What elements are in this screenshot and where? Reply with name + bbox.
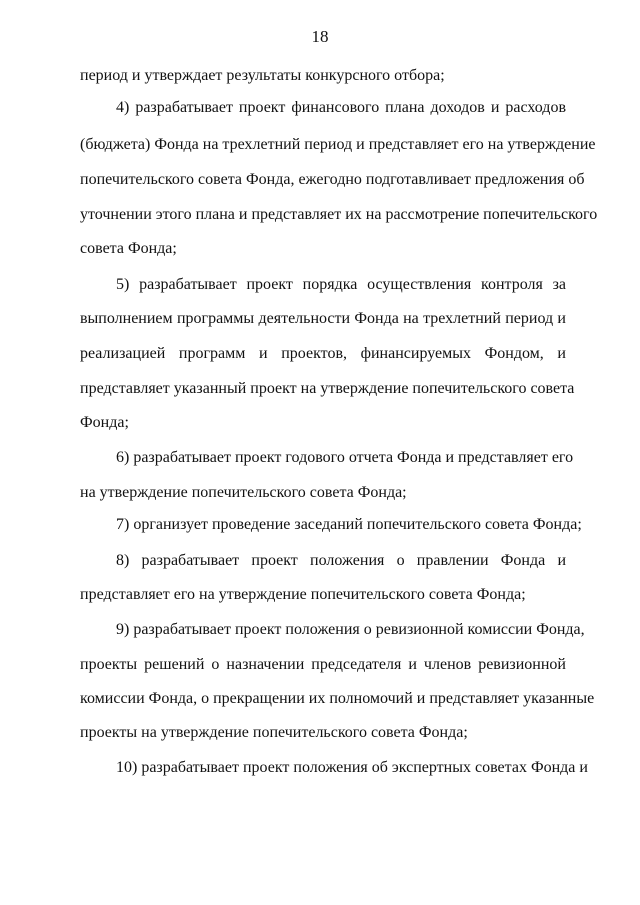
text-line: 7) организует проведение заседаний попечительского совета Фонда; [116,516,582,533]
text-line: проекты на утверждение попечительского совета Фонда; [80,724,468,741]
text-line: комиссии Фонда, о прекращении их полномочий и представляет указанные [80,690,595,707]
text-line: (бюджета) Фонда на трехлетний период и представляет его на утверждение [80,136,596,153]
text-line: попечительского совета Фонда, ежегодно подготавливает предложения об [80,171,585,188]
page-number: 18 [311,27,329,46]
text-line: 4) разрабатывает проект финансового плана доходов и расходов [116,99,566,116]
text-line: 6) разрабатывает проект годового отчета Фонда и представляет его [116,449,574,466]
text-line: 5) разрабатывает проект порядка осуществления контроля за [116,276,566,293]
text-line: реализацией программ и проектов, финансируемых Фондом, и [80,345,566,362]
text-line: представляет его на утверждение попечительского совета Фонда; [80,586,526,603]
text-line: на утверждение попечительского совета Фонда; [80,484,407,501]
text-line: период и утверждает результаты конкурсного отбора; [80,67,445,84]
text-line: уточнении этого плана и представляет их на рассмотрение попечительского [80,206,598,223]
text-line: 8) разрабатывает проект положения о правлении Фонда и [116,552,566,569]
text-line: совета Фонда; [80,240,177,257]
text-line: представляет указанный проект на утверждение попечительского совета [80,380,575,397]
text-line: выполнением программы деятельности Фонда на трехлетний период и [80,310,566,327]
text-line: Фонда; [80,414,129,431]
text-line: 10) разрабатывает проект положения об экспертных советах Фонда и [116,759,588,776]
text-line: 9) разрабатывает проект положения о ревизионной комиссии Фонда, [116,621,585,638]
text-line: проекты решений о назначении председателя и членов ревизионной [80,656,566,673]
